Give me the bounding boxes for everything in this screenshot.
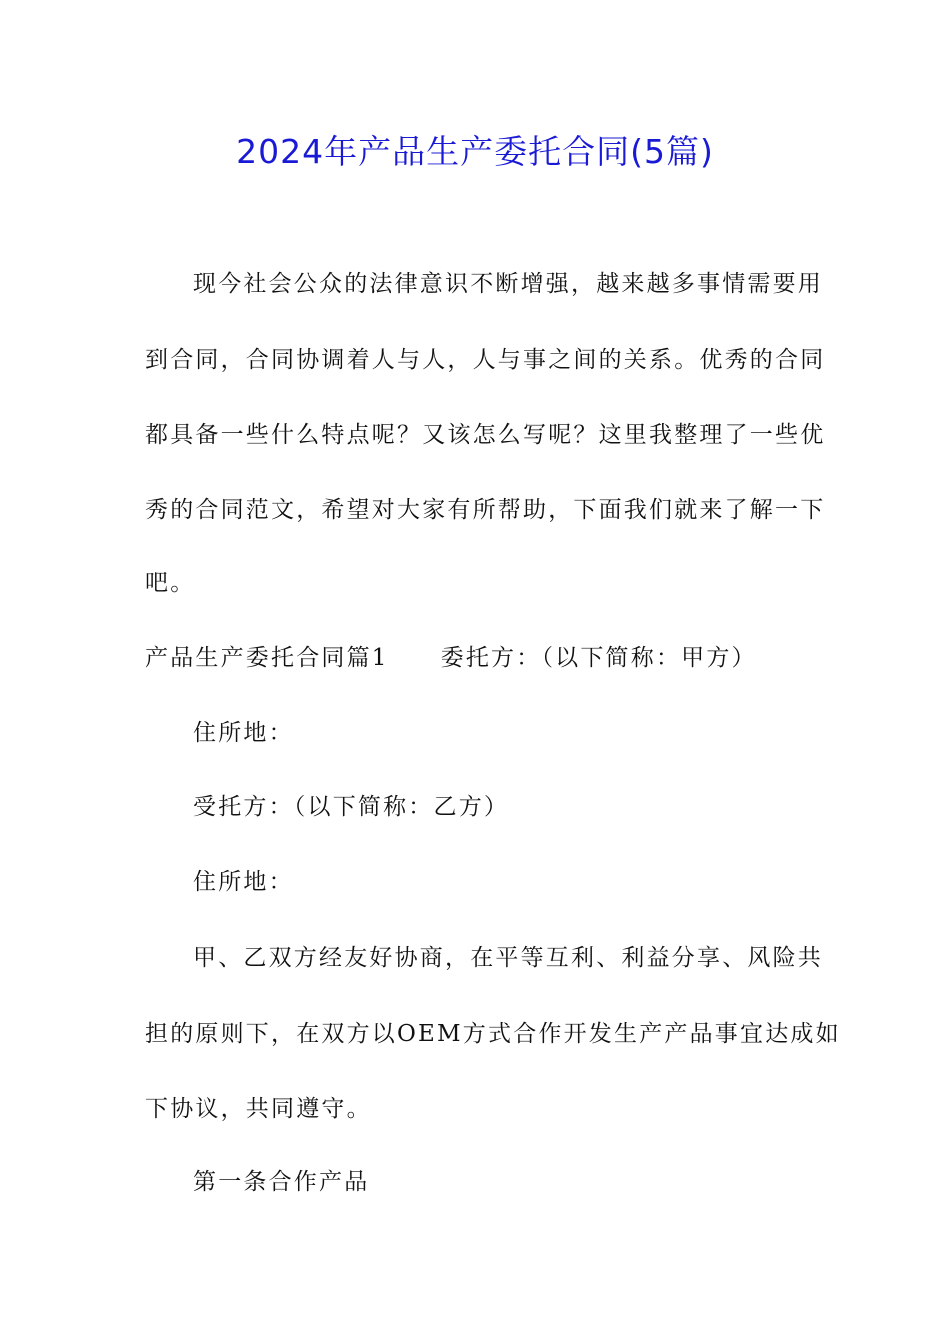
agreement-line-2: 担的原则下，在双方以OEM方式合作开发生产产品事宜达成如 (145, 1021, 841, 1047)
intro-line-5: 吧。 (145, 570, 196, 596)
intro-line-1: 现今社会公众的法律意识不断增强，越来越多事情需要用 (193, 271, 823, 297)
agreement-line-1: 甲、乙双方经友好协商，在平等互利、利益分享、风险共 (193, 945, 823, 971)
client-address: 住所地： (193, 720, 294, 746)
intro-line-4: 秀的合同范文，希望对大家有所帮助，下面我们就来了解一下 (145, 497, 826, 523)
client-line: 委托方：（以下简称：甲方） (440, 645, 757, 671)
intro-line-3: 都具备一些什么特点呢？又该怎么写呢？这里我整理了一些优 (145, 422, 826, 448)
document-title: 2024年产品生产委托合同(5篇) (236, 132, 714, 171)
section-heading-row (145, 642, 757, 674)
article-1-heading: 第一条合作产品 (193, 1169, 370, 1195)
contractor-address: 住所地： (193, 869, 294, 895)
contractor-line: 受托方：（以下简称：乙方） (193, 794, 510, 820)
intro-line-2: 到合同，合同协调着人与人，人与事之间的关系。优秀的合同 (145, 347, 826, 373)
section-heading: 产品生产委托合同篇1 (145, 645, 389, 671)
agreement-line-3: 下协议，共同遵守。 (145, 1096, 372, 1122)
